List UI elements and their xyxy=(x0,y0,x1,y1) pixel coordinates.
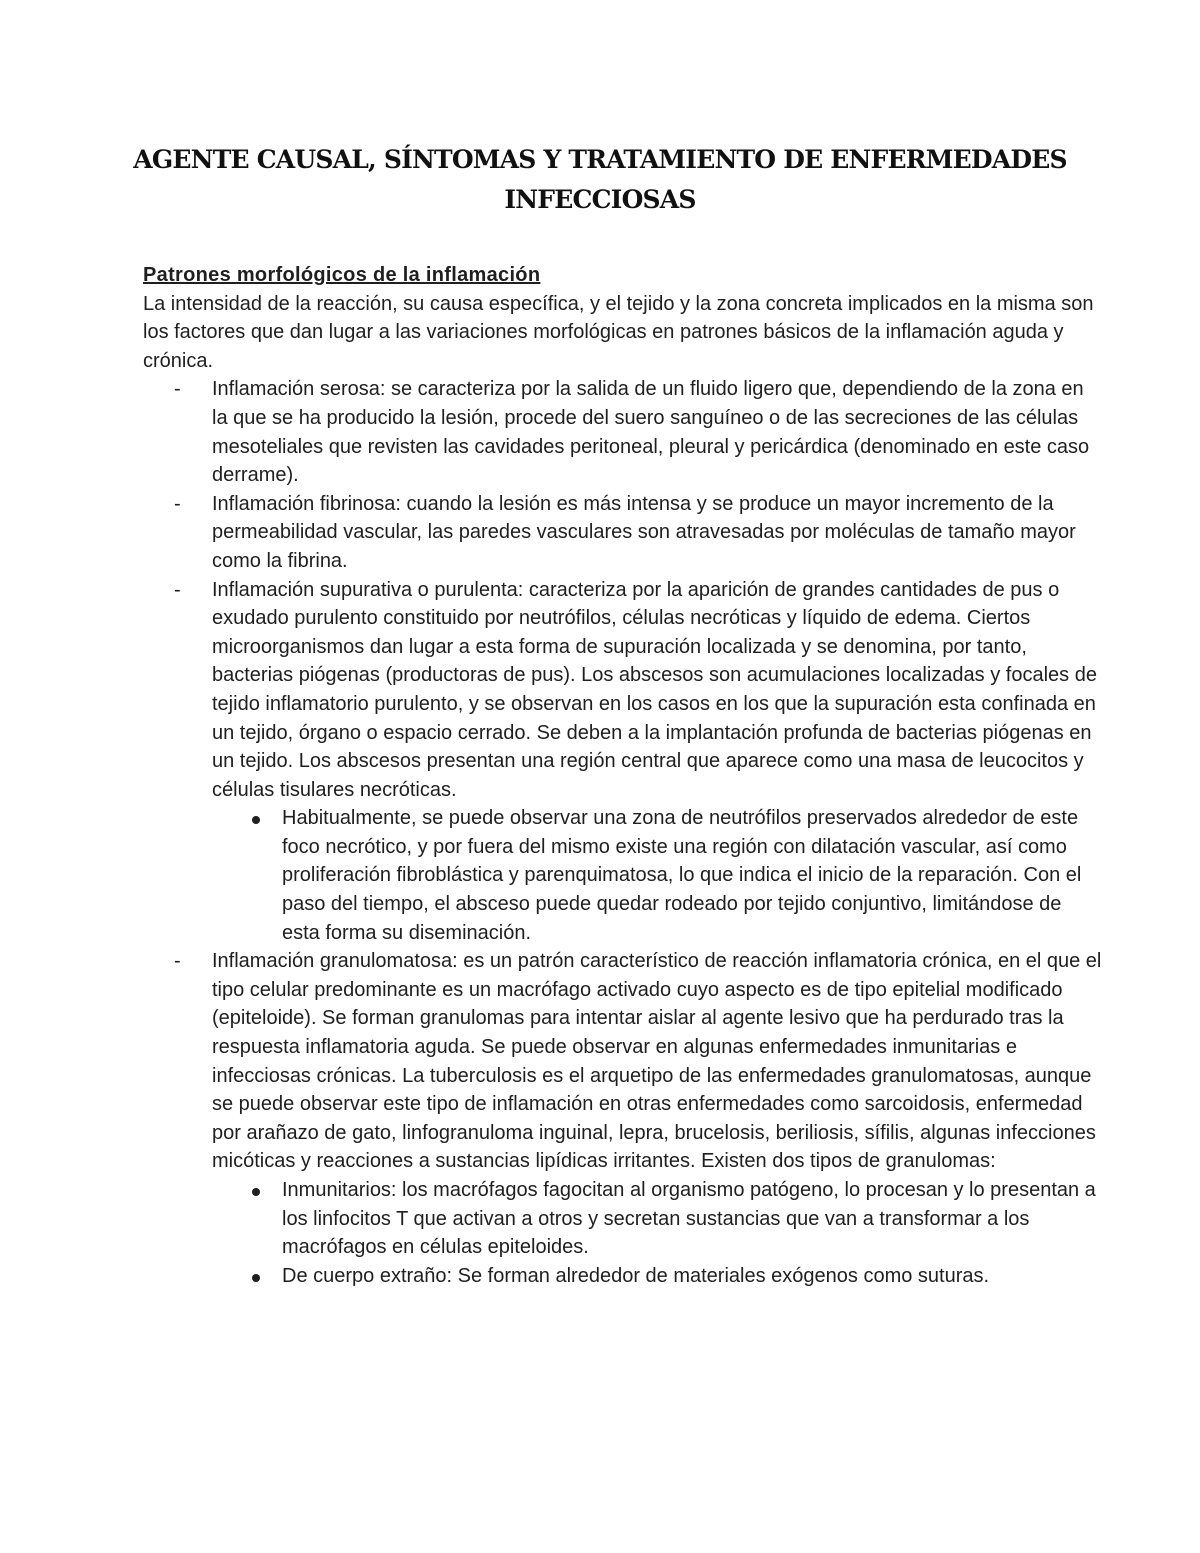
section-heading: Patrones morfológicos de la inflamación xyxy=(143,264,541,286)
dash-marker: - xyxy=(174,578,181,601)
document-title: AGENTE CAUSAL, SÍNTOMAS Y TRATAMIENTO DE ENFERMEDADES INFECCIOSAS xyxy=(133,145,1067,214)
list-item-serosa xyxy=(143,375,1103,489)
sub-list-item xyxy=(212,1262,1103,1291)
document-body xyxy=(143,261,1103,1290)
sub-list-item-text: Inmunitarios: los macrófagos fagocitan al organismo patógeno, lo procesan y lo presentan a los linfocitos T que activan a otros y secretan sustancias que van a transformar a los macrófagos en células epiteloides. xyxy=(282,1179,1096,1259)
sub-list-item-text: De cuerpo extraño: Se forman alrededor de materiales exógenos como suturas. xyxy=(282,1264,990,1287)
intro-paragraph: La intensidad de la reacción, su causa específica, y el tejido y la zona concreta implicados en la misma son los factores que dan lugar a las variaciones morfológicas en patrones básicos de la inflamación aguda y crónica. xyxy=(143,292,1094,372)
list-item-granulomatosa xyxy=(143,947,1103,1290)
list-item-text: Inflamación granulomatosa: es un patrón característico de reacción inflamatoria crónica, en el que el tipo celular predominante es un macrófago activado cuyo aspecto es de tipo epitelial modificado (epiteloide). Se forman granulomas para intentar aislar al agente lesivo que ha perdurado tras la respuesta inflamatoria aguda. Se puede observar en algunas enfermedades inmunitarias e infecciosas crónicas. La tuberculosis es el arquetipo de las enfermedades granulomatosas, aunque se puede observar este tipo de inflamación en otras enfermedades como sarcoidosis, enfermedad por arañazo de gato, linfogranuloma inguinal, lepra, brucelosis, beriliosis, sífilis, algunas infecciones micóticas y reacciones a sustancias lipídicas irritantes. Existen dos tipos de granulomas: xyxy=(212,950,1102,1173)
dash-marker: - xyxy=(174,950,181,973)
dash-marker: - xyxy=(174,492,181,515)
sub-list-item xyxy=(212,1176,1103,1262)
inflammation-pattern-list xyxy=(143,375,1103,1290)
bullet-icon xyxy=(252,816,260,824)
sub-list xyxy=(212,804,1103,947)
list-item-text: Inflamación fibrinosa: cuando la lesión es más intensa y se produce un mayor incremento de la permeabilidad vascular, las paredes vasculares son atravesadas por moléculas de tamaño mayor como la fibrina. xyxy=(212,492,1076,572)
list-item-text: Inflamación supurativa o purulenta: caracteriza por la aparición de grandes cantidades de pus o exudado purulento constituido por neutrófilos, células necróticas y líquido de edema. Ciertos microorganismos dan lugar a esta forma de supuración localizada y se denomina, por tanto, bacterias piógenas (productoras de pus). Los abscesos son acumulaciones localizadas y focales de tejido inflamatorio purulento, y se observan en los casos en los que la supuración esta confinada en un tejido, órgano o espacio cerrado. Se deben a la implantación profunda de bacterias piógenas en un tejido. Los abscesos presentan una región central que aparece como una masa de leucocitos y células tisulares necróticas. xyxy=(212,578,1097,801)
list-item-fibrinosa xyxy=(143,490,1103,576)
dash-marker: - xyxy=(174,378,181,401)
bullet-icon xyxy=(252,1188,260,1196)
sub-list xyxy=(212,1176,1103,1290)
sub-list-item xyxy=(212,804,1103,947)
bullet-icon xyxy=(252,1274,260,1282)
list-item-supurativa xyxy=(143,576,1103,948)
list-item-text: Inflamación serosa: se caracteriza por la salida de un fluido ligero que, dependiendo de la zona en la que se ha producido la lesión, procede del suero sanguíneo o de las secreciones de las células mesoteliales que revisten las cavidades peritoneal, pleural y pericárdica (denominado en este caso derrame). xyxy=(212,378,1090,487)
sub-list-item-text: Habitualmente, se puede observar una zona de neutrófilos preservados alrededor de este foco necrótico, y por fuera del mismo existe una región con dilatación vascular, así como proliferación fibroblástica y parenquimatosa, lo que indica el inicio de la reparación. Con el paso del tiempo, el absceso puede quedar rodeado por tejido conjuntivo, limitándose de esta forma su diseminación. xyxy=(282,807,1082,944)
